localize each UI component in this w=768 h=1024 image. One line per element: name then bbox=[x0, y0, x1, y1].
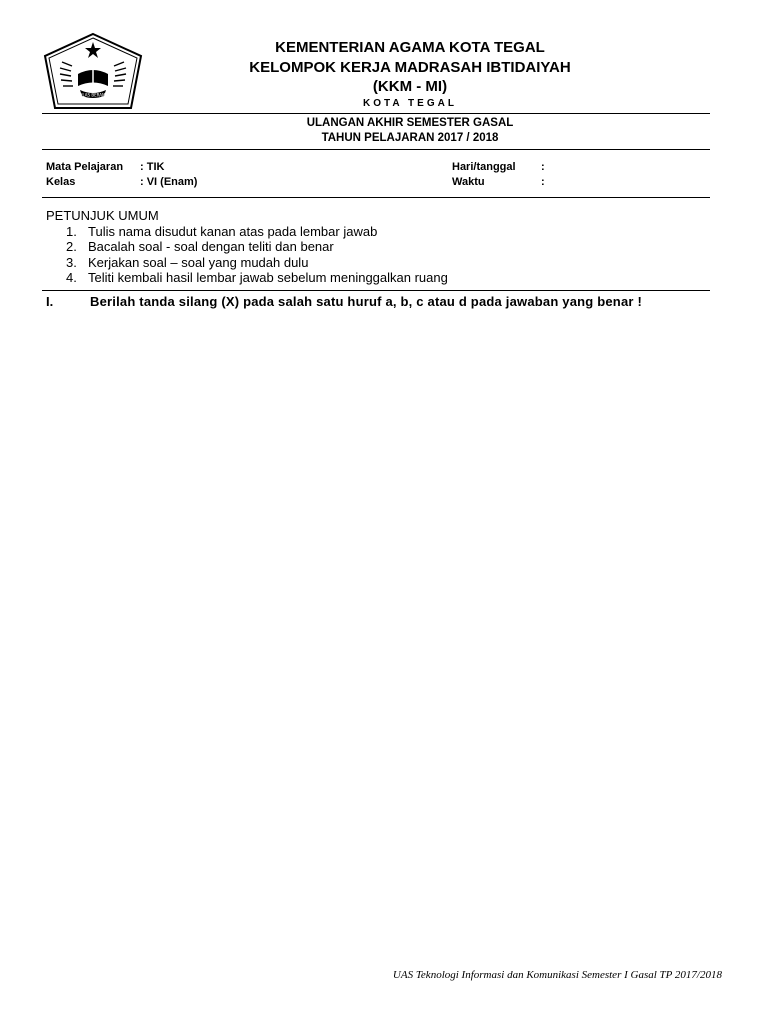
exam-divider bbox=[42, 149, 710, 150]
list-item: 2. Bacalah soal - soal dengan teliti dan benar bbox=[66, 239, 334, 255]
class-value: : VI (Enam) bbox=[140, 176, 198, 188]
section-number: I. bbox=[46, 294, 54, 309]
time-label: Waktu bbox=[452, 176, 485, 188]
header-city: KOTA TEGAL bbox=[363, 98, 457, 109]
subject-label: Mata Pelajaran bbox=[46, 161, 124, 173]
instructions-list bbox=[66, 224, 448, 285]
header-divider bbox=[42, 113, 710, 114]
time-value: : bbox=[541, 176, 545, 188]
list-item: 1. Tulis nama disudut kanan atas pada lembar jawab bbox=[66, 224, 378, 239]
header-group: KELOMPOK KERJA MADRASAH IBTIDAIYAH bbox=[249, 59, 571, 76]
day-label: Hari/tanggal bbox=[452, 161, 516, 173]
ministry-emblem-logo bbox=[42, 32, 144, 110]
section-instruction: Berilah tanda silang (X) pada salah satu huruf a, b, c atau d pada jawaban yang benar ! bbox=[90, 294, 642, 309]
day-value: : bbox=[541, 161, 545, 173]
exam-title: ULANGAN AKHIR SEMESTER GASAL bbox=[306, 117, 514, 129]
instructions-title: PETUNJUK UMUM bbox=[46, 208, 159, 223]
header-ministry: KEMENTERIAN AGAMA KOTA TEGAL bbox=[275, 39, 545, 56]
list-item: 3. Kerjakan soal – soal yang mudah dulu bbox=[66, 254, 309, 270]
subject-value: : TIK bbox=[140, 161, 165, 173]
instructions-divider bbox=[42, 290, 710, 291]
page-footer: UAS Teknologi Informasi dan Komunikasi Semester I Gasal TP 2017/2018 bbox=[392, 969, 722, 981]
svg-text:IKHLAS BERAMAL: IKHLAS BERAMAL bbox=[75, 92, 111, 98]
class-label: Kelas bbox=[46, 176, 76, 188]
header-abbrev: (KKM - MI) bbox=[372, 78, 448, 95]
exam-year: TAHUN PELAJARAN 2017 / 2018 bbox=[321, 132, 499, 144]
list-item: 4. Teliti kembali hasil lembar jawab sebelum meninggalkan ruang bbox=[66, 269, 448, 285]
info-divider bbox=[42, 197, 710, 198]
